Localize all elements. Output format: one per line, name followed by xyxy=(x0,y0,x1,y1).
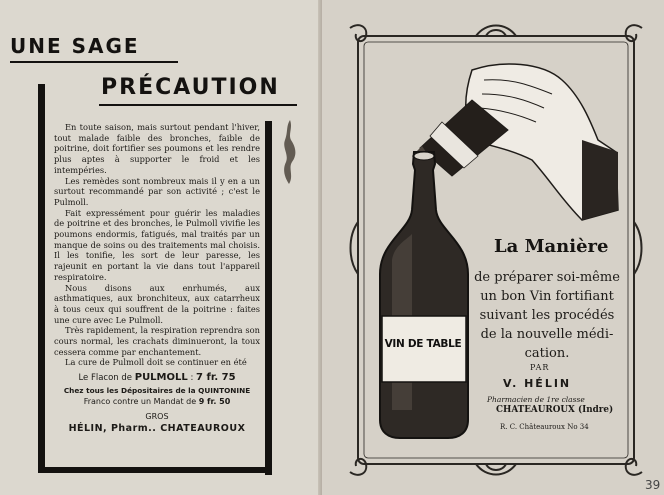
mandat-line xyxy=(54,396,260,408)
paragraph: Fait expressément pour guérir les maladies de poitrine et des bronches, le Pulmoll vivifie les poumons endormis, fatigués, mal traités par un manque de soins ou des traitements mal choisis. Il les tonifie, les sort de leur paresse, les rajeunit en portant la vie dans tout l'appareil respiratoire. xyxy=(54,207,260,282)
heading-une-sage: UNE SAGE xyxy=(10,34,140,58)
wine-bottle-icon xyxy=(378,150,470,440)
heading-precaution: PRÉCAUTION xyxy=(101,75,280,100)
city: CHATEAUROUX (Indre) xyxy=(496,405,614,415)
helin-address: HÉLIN, Pharm.. CHATEAUROUX xyxy=(68,423,246,435)
left-page xyxy=(0,0,322,495)
paragraph: La cure de Pulmoll doit se continuer en été xyxy=(65,357,247,368)
price-sep: : xyxy=(187,373,197,384)
registry-number: R. C. Châteauroux No 34 xyxy=(500,423,589,431)
price-value: 7 fr. 75 xyxy=(196,372,236,384)
description-line: suivant les procédés xyxy=(479,308,615,323)
par-label: PAR xyxy=(530,363,550,372)
paragraph: Très rapidement, la respiration reprendra son cours normal, les crachats diminueront, la toux cessera comme par enchantement. xyxy=(54,325,260,357)
description xyxy=(472,268,622,363)
frame-bar-bottom xyxy=(38,467,272,473)
mandat-prefix: Franco contre un Mandat de xyxy=(83,397,197,407)
depositaires-prefix: Chez tous les Dépositaires de la xyxy=(63,386,196,396)
description-line: de préparer soi-même xyxy=(474,270,620,285)
mandat-value: 9 fr. 50 xyxy=(198,397,231,407)
price-line xyxy=(54,371,260,385)
author-name: V. HÉLIN xyxy=(503,377,572,390)
frame-bar-right xyxy=(265,121,272,475)
title-la-maniere: La Manière xyxy=(494,236,609,257)
heading-underline-1 xyxy=(10,61,178,63)
description-line: de la nouvelle médi- xyxy=(480,327,614,342)
description-line: cation. xyxy=(524,346,570,361)
description-line: un bon Vin fortifiant xyxy=(480,289,614,304)
page-number: 39 xyxy=(645,478,661,492)
quintonine-name: QUINTONINE xyxy=(198,386,251,396)
price-prefix: Le Flacon de xyxy=(78,373,133,384)
paragraph: Nous disons aux enrhumés, aux asthmatiques, aux bronchiteux, aux catarrheux à tous ceux qui souffrent de la poitrine : faites une cure avec Le Pulmoll. xyxy=(54,282,260,325)
ink-stain-icon xyxy=(280,118,300,188)
product-name: PULMOLL xyxy=(134,372,188,384)
bottle-label: VIN DE TABLE xyxy=(384,338,462,350)
depositaires-line xyxy=(54,385,260,396)
paragraph: En toute saison, mais surtout pendant l'hiver, tout malade faible des bronches, faible de poitrine, doit fortifier ses poumons et les rendre plus aptes à supporter le froid et les intempéries. xyxy=(54,122,260,175)
advert-body xyxy=(54,122,260,435)
gros-label: GROS xyxy=(145,412,169,422)
paragraph: Les remèdes sont nombreux mais il y en a un surtout recommandé par son activité ; c'est le Pulmoll. xyxy=(54,175,260,207)
frame-bar-left xyxy=(38,84,45,472)
price-block xyxy=(54,371,260,435)
pharmacien-title: Pharmacien de 1re classe xyxy=(487,395,585,404)
